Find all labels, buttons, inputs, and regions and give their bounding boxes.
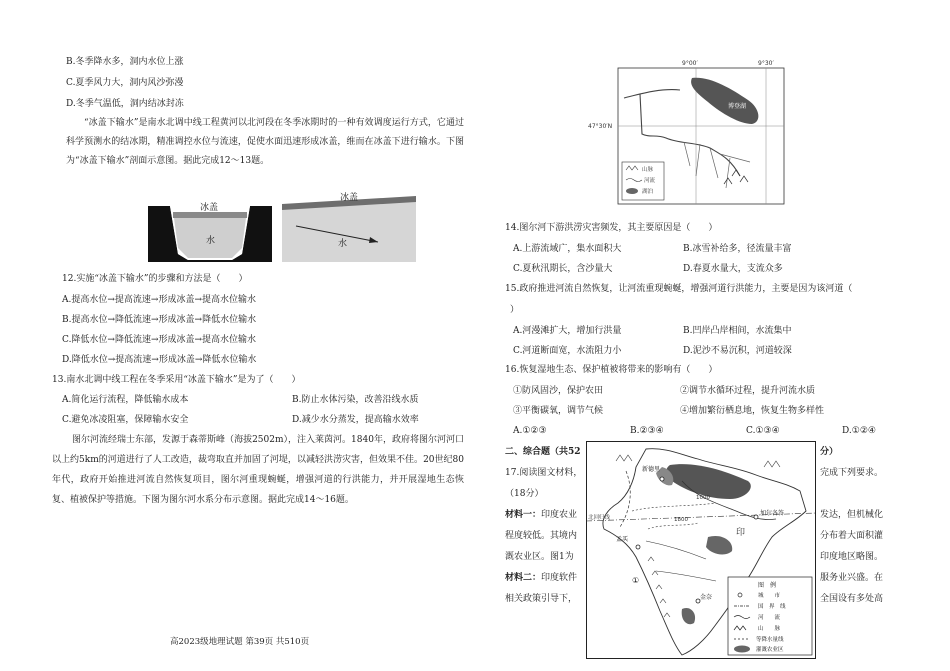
map1-longitude-2: 9°30′ xyxy=(758,60,774,67)
material1-left-2: 程度较低。其境内 xyxy=(505,531,578,541)
legend-river-label: 河流 xyxy=(644,178,656,184)
fig1-ice-label-left: 冰盖 xyxy=(200,203,219,213)
city-kolkata: 加尔各答 xyxy=(760,510,785,517)
q16-item-2: ②调节水循环过程，提升河流水质 xyxy=(680,386,816,396)
ice-cover-figure xyxy=(148,190,416,262)
new-delhi-icon xyxy=(660,477,664,481)
q12-stem: 12.实施“冰盖下输水”的步骤和方法是（ ） xyxy=(62,274,248,284)
q14-option-c: C.夏秋汛期长，含沙量大 xyxy=(513,264,613,274)
map1-latitude: 47°30′N xyxy=(588,123,613,130)
legend-border-label: 国 界 线 xyxy=(758,604,786,610)
page-footer: 高2023级地理试题 第39页 共510页 xyxy=(170,637,310,647)
legend-irrigated-label: 灌溉农业区 xyxy=(756,647,784,653)
q15-option-d: D.泥沙不易沉积，河道较深 xyxy=(683,346,792,356)
india-map xyxy=(586,441,816,659)
q12-option-d: D.降低水位→提高流速→形成冰盖→降低水位输水 xyxy=(62,355,257,365)
q17-stem: 17.阅读图文材料， xyxy=(505,468,583,478)
q16-item-4: ④增加繁衍栖息地，恢复生物多样性 xyxy=(680,406,825,416)
q15-stem: 15.政府推进河流自然恢复，让河流重现蜿蜒，增强河道行洪能力，主要是因为该河道（ xyxy=(505,284,853,294)
material2-label: 材料二： xyxy=(505,573,542,583)
thur-river-map xyxy=(588,58,790,208)
q16-item-1: ①防风固沙，保护农田 xyxy=(513,386,604,396)
legend-river-label-2: 河 流 xyxy=(758,615,781,621)
legend-isohyet-label: 等降水量线 xyxy=(756,637,784,643)
q14-stem: 14.图尔河下游洪涝灾害频发，其主要原因是（ ） xyxy=(505,223,718,233)
q13-option-d: D.减少水分蒸发，提高输水效率 xyxy=(292,415,419,425)
material2-start: 印度软件 xyxy=(541,573,578,583)
isohyet-1800-label: 1800 xyxy=(674,517,688,523)
fig1-water-label-right: 水 xyxy=(338,239,348,249)
section2-title-end: 分） xyxy=(820,447,839,457)
material2-left-2: 相关政策引导下， xyxy=(505,594,578,604)
q12-option-c: C.降低水位→降低流速→形成冰盖→提高水位输水 xyxy=(62,335,257,345)
lake-label: 博登湖 xyxy=(728,103,747,110)
legend-irrigated-icon xyxy=(734,646,750,653)
q16-option-b: B.②③④ xyxy=(630,426,664,436)
legend-city-icon xyxy=(738,593,742,597)
material1-left-3: 溉农业区。图1为 xyxy=(505,552,574,562)
q13-stem: 13.南水北调中线工程在冬季采用“冰盖下输水”是为了（ ） xyxy=(52,375,301,385)
legend-mountain-label: 山脉 xyxy=(642,167,654,173)
city-chennai: 金奈 xyxy=(700,594,713,601)
q15-option-a: A.河漫滩扩大，增加行洪量 xyxy=(513,326,622,336)
map1-longitude-1: 9°00′ xyxy=(682,60,698,67)
q15-option-b: B.凹岸凸岸相间，水流集中 xyxy=(683,326,792,336)
q16-option-d: D.①②④ xyxy=(842,426,876,436)
q14-option-a: A.上游流域广，集水面积大 xyxy=(513,244,622,254)
city-new-delhi: 新德里 xyxy=(642,466,661,473)
q15-stem-end: ） xyxy=(510,305,520,315)
material1-label: 材料一： xyxy=(505,510,542,520)
q13-option-c: C.避免冰凌阻塞，保障输水安全 xyxy=(62,415,189,425)
intro-ice-cover: “冰盖下输水”是南水北调中线工程黄河以北河段在冬季冰期时的一种有效调度运行方式，它通过科学预测水的结冰期，精准调控水位与流速，促使水面迅速形成冰盖，维而在冰盖下进行输水。下图为“冰盖下输水”剖面示意图。据此完成12～13题。 xyxy=(66,118,464,166)
isohyet-1000-label: 1000 xyxy=(696,495,710,501)
q12-option-b: B.提高水位→降低流速→形成冰盖→降低水位输水 xyxy=(62,315,257,325)
kolkata-icon xyxy=(754,515,758,519)
q13-option-a: A.简化运行流程，降低输水成本 xyxy=(62,395,189,405)
q11-option-c: C.夏季风力大，洞内风沙弥漫 xyxy=(66,78,184,88)
legend-lake-icon xyxy=(626,188,638,194)
q17-score: （18分） xyxy=(505,489,544,499)
material1-right-3: 印度地区略图。 xyxy=(820,552,884,562)
material1-right-2: 分布着大面积灌 xyxy=(820,531,884,541)
q11-option-d: D.冬季气温低，洞内结冰封冻 xyxy=(66,99,184,109)
q13-option-b: B.防止水体污染，改善沿线水质 xyxy=(292,395,419,405)
location-marker-1: ① xyxy=(632,576,640,585)
material1-start: 印度农业 xyxy=(541,510,578,520)
q16-stem: 16.恢复湿地生态、保护植被将带来的影响有（ ） xyxy=(505,365,718,375)
legend-lake-label: 湖泊 xyxy=(642,189,654,195)
q11-option-b: B.冬季降水多，洞内水位上涨 xyxy=(66,57,184,67)
q14-option-d: D.春夏水量大，支流众多 xyxy=(683,264,783,274)
fig1-ice-label-right: 冰盖 xyxy=(340,193,359,203)
q14-option-b: B.冰雪补给多，径流量丰富 xyxy=(683,244,792,254)
q16-option-a: A.①②③ xyxy=(513,426,547,436)
country-label: 印 xyxy=(736,528,746,538)
q17-stem-end: 完成下列要求。 xyxy=(820,468,884,478)
legend-city-label: 城 市 xyxy=(758,593,781,599)
q16-item-3: ③平衡碳氧，调节气候 xyxy=(513,406,604,416)
material2-right-1: 服务业兴盛。在 xyxy=(820,573,884,583)
q12-option-a: A.提高水位→提高流速→形成冰盖→提高水位输水 xyxy=(62,295,256,305)
city-mumbai: 孟买 xyxy=(616,536,629,543)
mumbai-icon xyxy=(636,545,640,549)
legend-mountain-label-2: 山 脉 xyxy=(758,626,781,632)
tropic-label: 北回归线 xyxy=(588,515,611,521)
fig1-water-label-left: 水 xyxy=(206,236,216,246)
material1-right-1: 发达，但机械化 xyxy=(820,510,884,520)
intro-thur-river: 图尔河流经瑞士东部，发源于森蒂斯峰（海拔2502m），注入莱茵河。1840年，政府将图尔河河口以上约5km的河道进行了人工改造，裁弯取直并加固了河堤，以减轻洪涝灾害，但效果不佳。20世纪80年代，政府开始推进河流自然恢复项目，图尔河重现蜿蜒，增强河道的行洪能力，并开展湿地生态恢复、植被保护等措施。下图为图尔河水系分布示意图。据此完成14～16题。 xyxy=(52,435,464,505)
legend-title: 图 例 xyxy=(758,582,777,589)
material2-right-2: 全国设有多处高 xyxy=(820,594,884,604)
q16-option-c: C.①③④ xyxy=(746,426,780,436)
q15-option-c: C.河道断面宽，水流阻力小 xyxy=(513,346,622,356)
section2-title: 二、综合题（共52 xyxy=(505,447,581,457)
